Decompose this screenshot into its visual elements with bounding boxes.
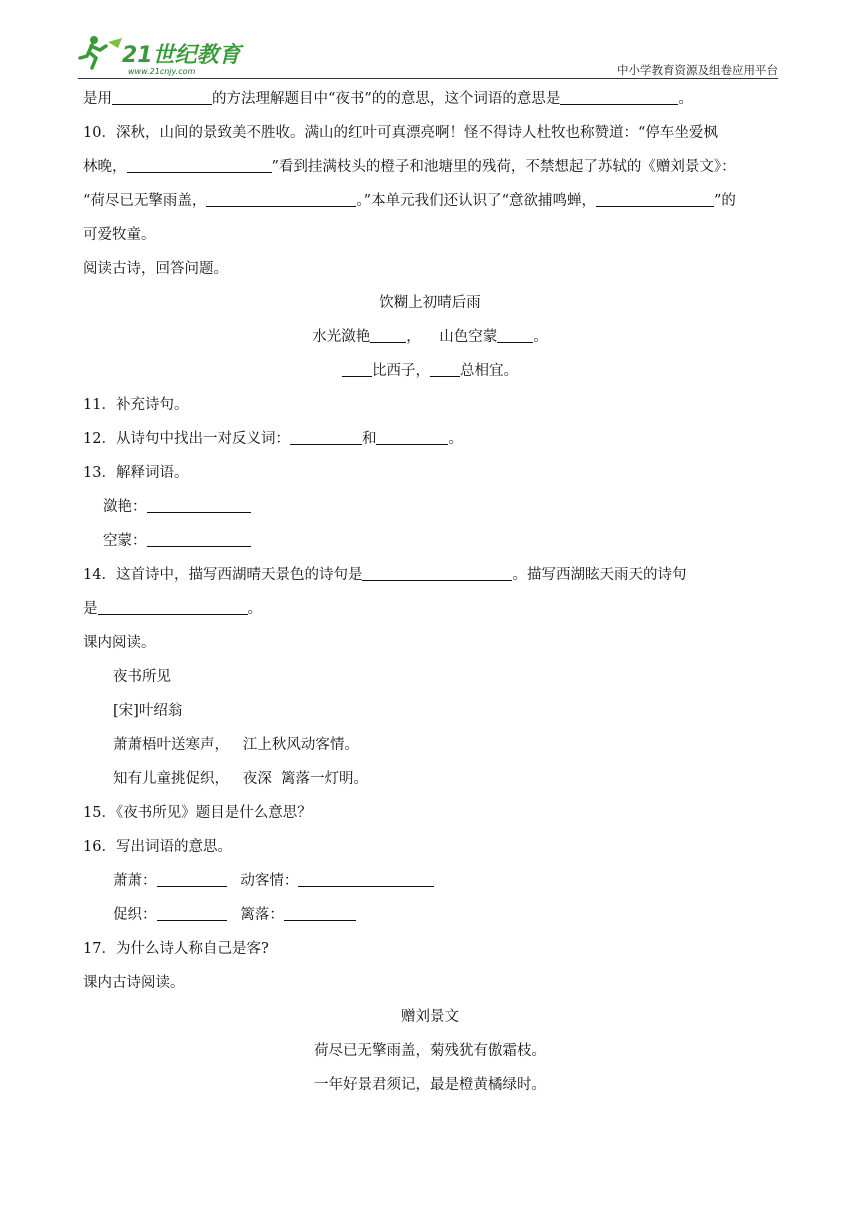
question-14-line1: 14．这首诗中，描写西湖晴天景色的诗句是 。描写西湖眩天雨天的诗句 [83,567,687,583]
question-17: 17．为什么诗人称自己是客? [83,941,269,957]
svg-text:21世纪教育: 21世纪教育 [122,43,241,68]
question-15: 15．《夜书所见》题目是什么意思？ [83,805,312,821]
question-10-line4: 可爱牧童。 [83,227,156,243]
question-10-line1: 10．深秋，山间的景致美不胜收。满山的红叶可真漂亮啊！怪不得诗人杜牧也称赞道：“停车坐爱枫 [83,125,718,141]
answer-blank[interactable] [376,430,448,445]
question-16-row-2: 促织： 篱落： [113,905,356,925]
answer-blank[interactable] [206,192,356,207]
poem-1-verse-2: 比西子， 总相宜。 [0,361,860,381]
answer-blank[interactable] [112,90,212,105]
poem-1-title: 饮糊上初晴后雨 [379,295,481,311]
reading-1-intro: 阅读古诗，回答问题。 [83,261,228,277]
question-10-line3: “荷尽已无擎雨盖， 。”本单元我们还认识了“意欲捕鸣蝉， ”的 [83,193,736,209]
answer-blank[interactable] [596,192,714,207]
answer-blank[interactable] [98,600,248,615]
page-header [78,34,778,80]
question-11: 11．补充诗句。 [83,397,189,413]
poem-2-author: [宋]叶绍翁 [113,703,183,719]
reading-3-intro: 课内古诗阅读。 [83,975,185,991]
poem-2-verse-2: 知有儿童挑促织， 夜深 篱落一灯明。 [113,771,369,787]
question-10-line2: 林晚， ”看到挂满枝头的橙子和池塘里的残荷，不禁想起了苏轼的《赠刘景文》： [83,159,736,175]
answer-blank[interactable] [497,328,533,343]
question-12: 12．从诗句中找出一对反义词： 和 。 [83,431,463,447]
answer-blank[interactable] [157,906,227,921]
question-9-tail: 是用 的方法理解题目中“夜书”的的意思，这个词语的意思是 。 [83,91,693,107]
question-14-line2: 是 。 [83,601,262,617]
poem-1-verse-1: 水光潋艳 ， 山色空蒙 。 [312,329,548,345]
question-13: 13．解释词语。 [83,465,189,481]
poem-3-verse-2: 一年好景君须记，最是橙黄橘绿时。 [314,1077,546,1093]
answer-blank[interactable] [127,158,272,173]
runner-icon [80,36,122,68]
site-logo [78,34,248,76]
answer-blank[interactable] [284,906,356,921]
answer-blank[interactable] [342,362,372,377]
poem-2-title: 夜书所见 [113,669,171,685]
question-13-word-2: 空蒙： [103,531,251,551]
reading-2-intro: 课内阅读。 [83,635,156,651]
answer-blank[interactable] [157,872,227,887]
platform-label: 中小学教育资源及组卷应用平台 [617,63,778,77]
answer-blank[interactable] [147,498,251,513]
header-divider [78,78,778,79]
answer-blank[interactable] [430,362,460,377]
question-13-word-1: 潋艳： [103,497,251,517]
answer-blank[interactable] [298,872,434,887]
answer-blank[interactable] [362,566,512,581]
poem-3-verse-1: 荷尽已无擎雨盖，菊残犹有傲霜枝。 [314,1043,546,1059]
answer-blank[interactable] [147,532,251,547]
answer-blank[interactable] [370,328,406,343]
svg-text:www.21cnjy.com: www.21cnjy.com [128,67,196,76]
question-16: 16．写出词语的意思。 [83,839,232,855]
poem-3-title: 赠刘景文 [401,1009,459,1025]
poem-2-verse-1: 萧萧梧叶送寒声， 江上秋风动客情。 [113,737,359,753]
answer-blank[interactable] [290,430,362,445]
question-16-row-1: 萧萧： 动客情： [113,871,434,891]
answer-blank[interactable] [560,90,678,105]
